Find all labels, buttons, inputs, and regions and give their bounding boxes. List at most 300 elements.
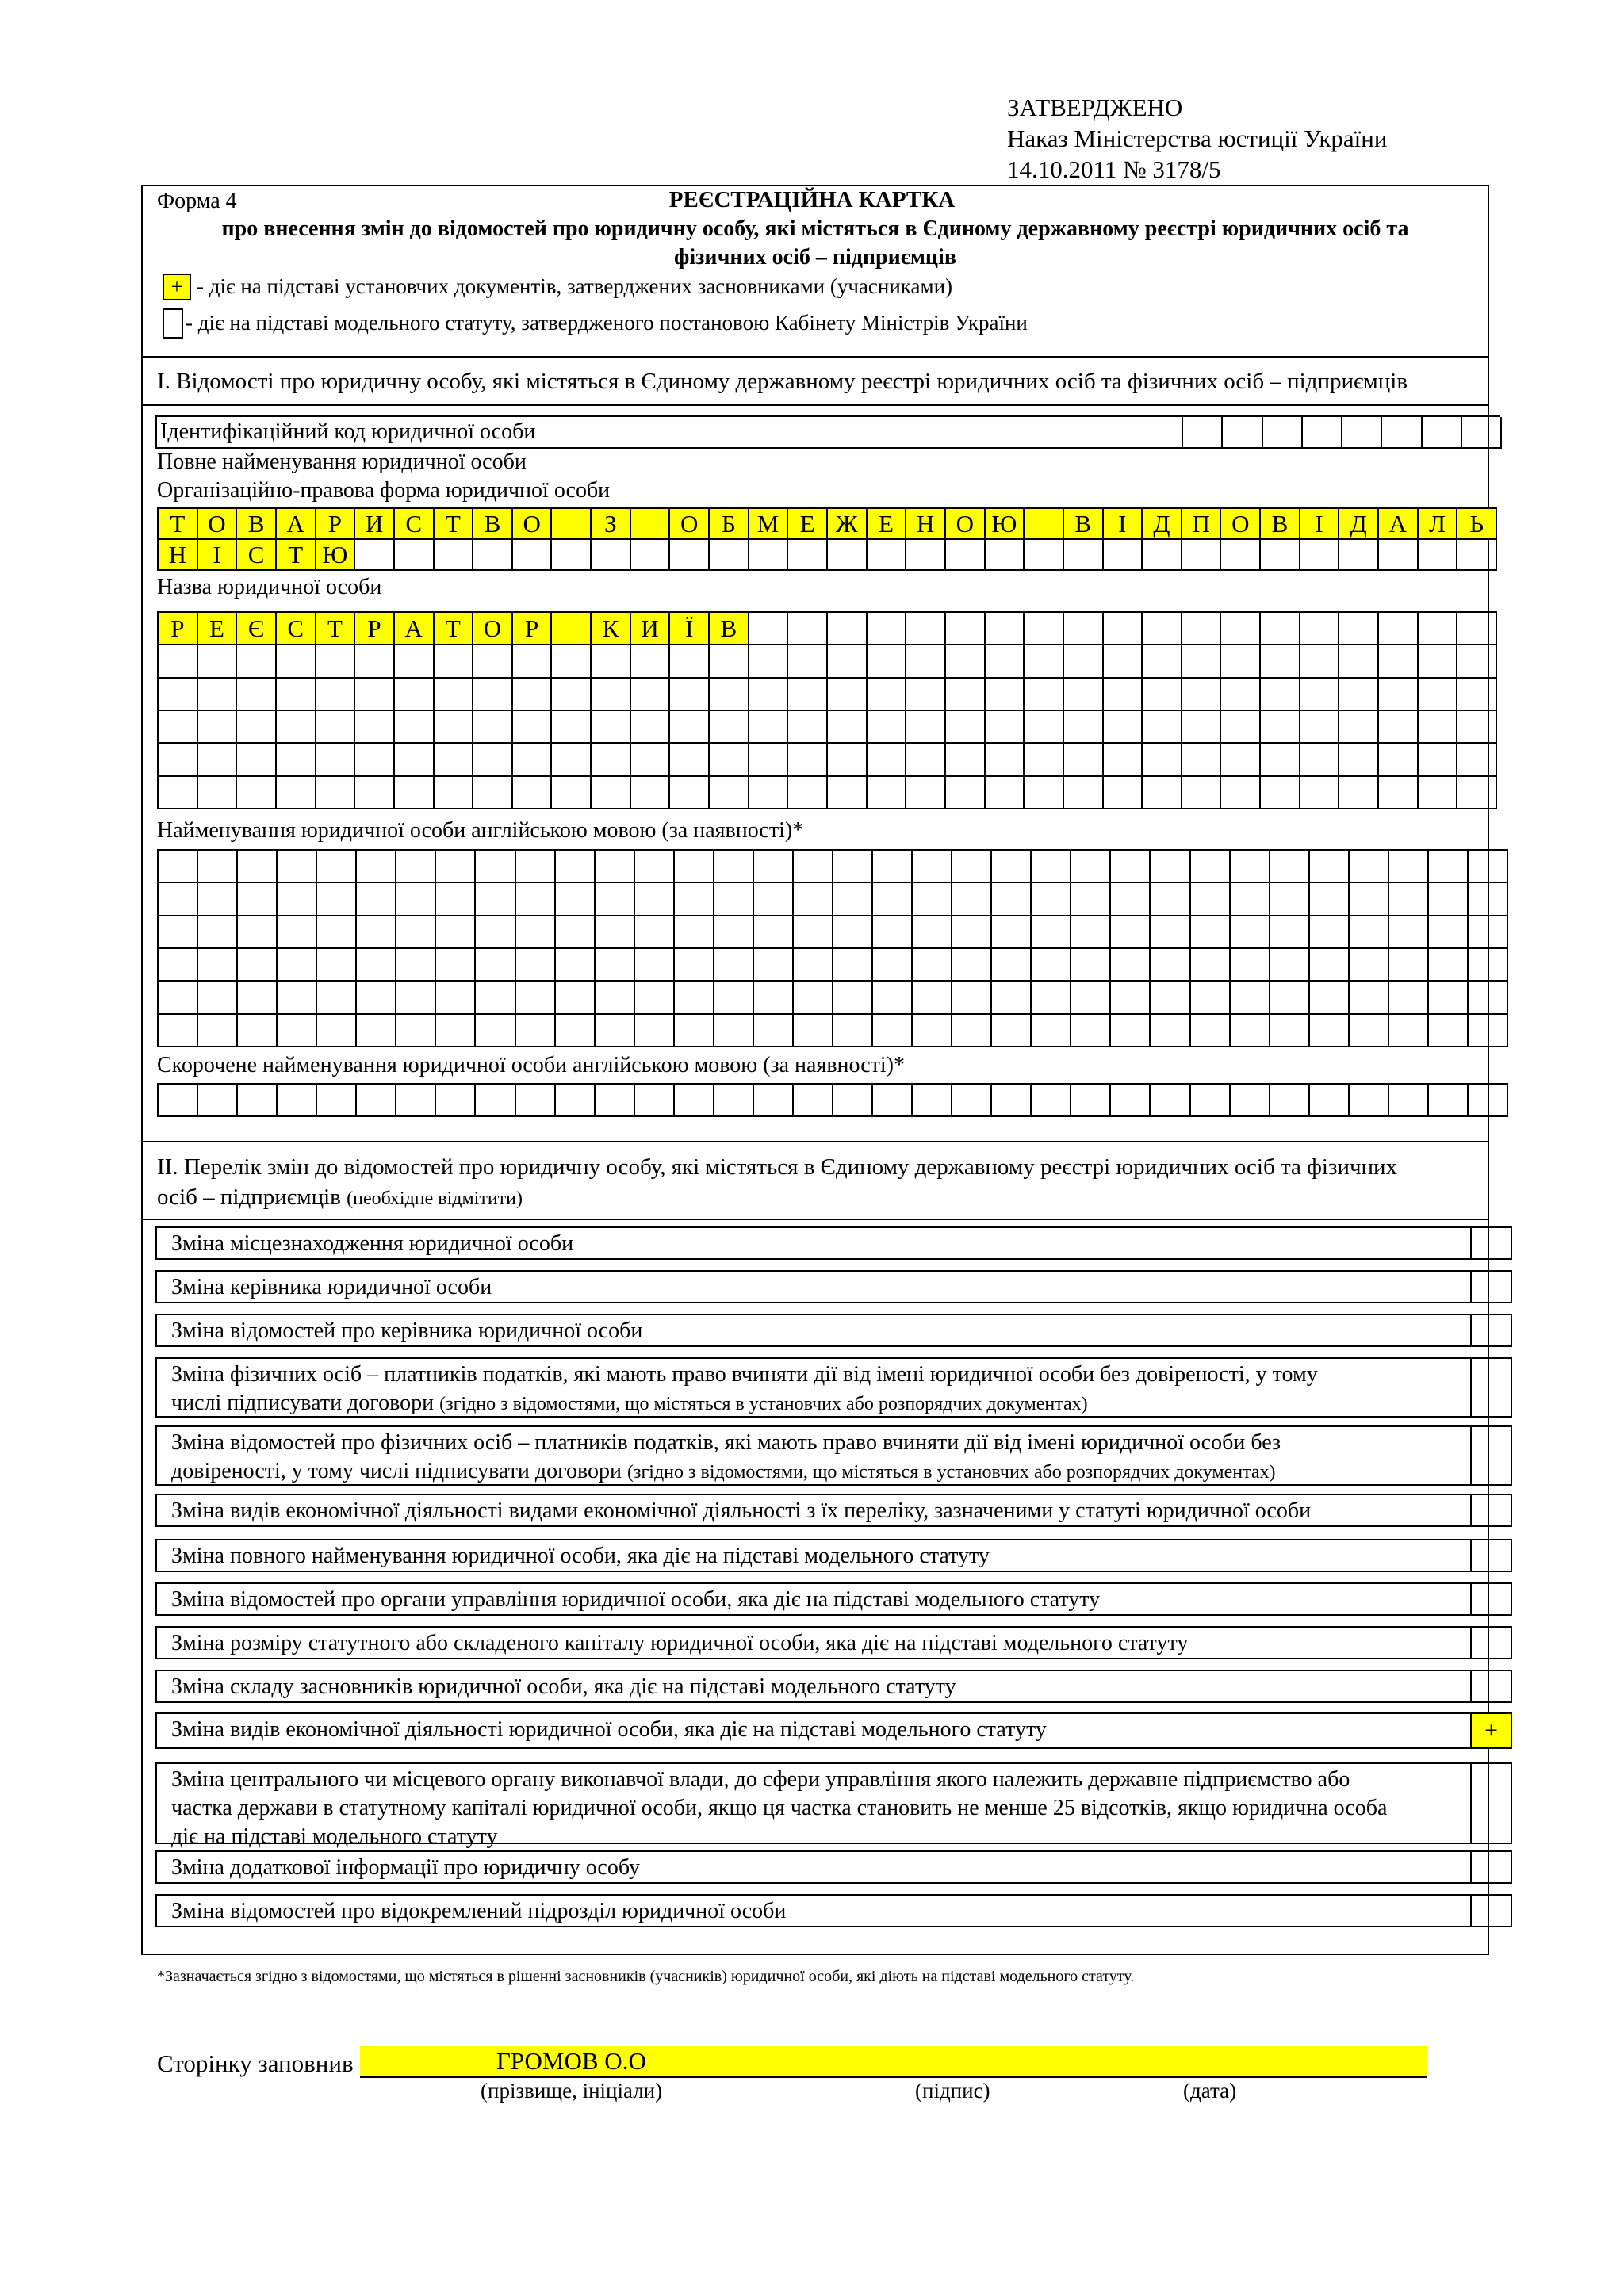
eng-cell[interactable] <box>1270 982 1310 1014</box>
eng-cell[interactable] <box>198 982 238 1014</box>
eng-cell[interactable] <box>1231 883 1270 916</box>
eng-cell[interactable] <box>476 949 515 982</box>
engShort-cell[interactable] <box>635 1085 675 1117</box>
eng-cell[interactable] <box>396 1015 436 1047</box>
org-cell[interactable] <box>395 540 435 571</box>
name-cell[interactable] <box>749 679 789 711</box>
engShort-cell[interactable] <box>794 1085 833 1117</box>
org-cell[interactable]: І <box>1104 509 1143 540</box>
name-cell[interactable] <box>552 711 592 744</box>
name-cell[interactable] <box>316 645 356 678</box>
eng-cell[interactable] <box>1469 851 1508 883</box>
eng-cell[interactable] <box>1389 982 1429 1014</box>
org-cell[interactable]: О <box>198 509 238 540</box>
name-cell[interactable] <box>1182 777 1222 809</box>
name-cell[interactable] <box>749 744 789 776</box>
name-cell[interactable] <box>1104 645 1143 678</box>
eng-cell[interactable] <box>1310 1015 1350 1047</box>
name-cell[interactable] <box>1104 777 1143 809</box>
engShort-cell[interactable] <box>1310 1085 1350 1117</box>
engShort-cell[interactable] <box>238 1085 278 1117</box>
name-cell[interactable] <box>355 777 395 809</box>
org-cell[interactable]: Т <box>277 540 316 571</box>
org-cell[interactable] <box>1457 540 1497 571</box>
engShort-cell[interactable] <box>1111 1085 1151 1117</box>
name-cell[interactable] <box>435 744 474 776</box>
eng-cell[interactable] <box>1191 916 1231 949</box>
engShort-cell[interactable] <box>1270 1085 1310 1117</box>
engShort-cell[interactable] <box>913 1085 952 1117</box>
eng-cell[interactable] <box>913 883 952 916</box>
name-cell[interactable] <box>631 711 671 744</box>
eng-cell[interactable] <box>873 982 913 1014</box>
eng-cell[interactable] <box>596 851 635 883</box>
engShort-cell[interactable] <box>1071 1085 1111 1117</box>
name-cell[interactable] <box>1379 744 1419 776</box>
eng-cell[interactable] <box>635 883 675 916</box>
name-cell[interactable] <box>1104 613 1143 645</box>
eng-cell[interactable] <box>714 851 754 883</box>
name-cell[interactable] <box>631 645 671 678</box>
name-cell[interactable] <box>1025 645 1064 678</box>
eng-cell[interactable] <box>1231 949 1270 982</box>
name-cell[interactable] <box>906 711 946 744</box>
change-item-checkbox[interactable] <box>1470 1272 1511 1302</box>
eng-cell[interactable] <box>476 916 515 949</box>
eng-cell[interactable] <box>198 916 238 949</box>
eng-cell[interactable] <box>1151 851 1190 883</box>
id-code-cell[interactable] <box>1342 417 1382 449</box>
org-cell[interactable] <box>788 540 828 571</box>
eng-cell[interactable] <box>1350 851 1389 883</box>
org-cell[interactable] <box>1261 540 1300 571</box>
name-cell[interactable] <box>868 711 907 744</box>
id-code-cell[interactable] <box>1263 417 1303 449</box>
eng-cell[interactable] <box>357 883 396 916</box>
eng-cell[interactable] <box>396 883 436 916</box>
name-cell[interactable] <box>237 679 277 711</box>
name-cell[interactable]: Ї <box>670 613 710 645</box>
engShort-cell[interactable] <box>596 1085 635 1117</box>
eng-cell[interactable] <box>952 949 992 982</box>
org-cell[interactable]: С <box>395 509 435 540</box>
eng-cell[interactable] <box>635 1015 675 1047</box>
name-cell[interactable] <box>631 744 671 776</box>
eng-cell[interactable] <box>596 883 635 916</box>
org-cell[interactable] <box>1064 540 1104 571</box>
engShort-cell[interactable] <box>1350 1085 1389 1117</box>
eng-cell[interactable] <box>1350 949 1389 982</box>
name-cell[interactable] <box>513 777 553 809</box>
name-cell[interactable] <box>1419 777 1458 809</box>
eng-cell[interactable] <box>1270 949 1310 982</box>
name-cell[interactable] <box>868 645 907 678</box>
name-cell[interactable]: Т <box>316 613 356 645</box>
change-item-checkbox[interactable] <box>1470 1628 1511 1658</box>
eng-cell[interactable] <box>198 851 238 883</box>
name-cell[interactable] <box>473 645 513 678</box>
org-cell[interactable]: П <box>1182 509 1222 540</box>
eng-cell[interactable] <box>596 916 635 949</box>
org-cell[interactable]: А <box>1379 509 1419 540</box>
name-cell[interactable] <box>1221 613 1261 645</box>
eng-cell[interactable] <box>992 949 1032 982</box>
org-cell[interactable]: О <box>513 509 553 540</box>
name-cell[interactable] <box>1457 613 1497 645</box>
eng-cell[interactable] <box>675 851 714 883</box>
org-cell[interactable]: Е <box>788 509 828 540</box>
eng-cell[interactable] <box>794 982 833 1014</box>
name-cell[interactable] <box>906 777 946 809</box>
name-cell[interactable] <box>749 777 789 809</box>
change-item-checkbox[interactable] <box>1470 1427 1511 1484</box>
name-cell[interactable] <box>788 711 828 744</box>
eng-cell[interactable] <box>516 1015 556 1047</box>
eng-cell[interactable] <box>596 1015 635 1047</box>
eng-cell[interactable] <box>1469 949 1508 982</box>
option-model-charter-checkbox[interactable] <box>163 308 183 339</box>
eng-cell[interactable] <box>913 982 952 1014</box>
name-cell[interactable] <box>710 777 749 809</box>
name-cell[interactable] <box>1182 711 1222 744</box>
eng-cell[interactable] <box>1191 1015 1231 1047</box>
name-cell[interactable] <box>631 679 671 711</box>
eng-cell[interactable] <box>635 851 675 883</box>
name-cell[interactable] <box>788 613 828 645</box>
eng-cell[interactable] <box>1191 883 1231 916</box>
eng-cell[interactable] <box>635 949 675 982</box>
name-cell[interactable] <box>473 679 513 711</box>
eng-cell[interactable] <box>754 851 794 883</box>
org-cell[interactable]: В <box>237 509 277 540</box>
eng-cell[interactable] <box>635 916 675 949</box>
name-cell[interactable] <box>552 777 592 809</box>
name-cell[interactable]: И <box>631 613 671 645</box>
name-cell[interactable] <box>1221 679 1261 711</box>
name-cell[interactable]: Р <box>355 613 395 645</box>
name-cell[interactable] <box>552 645 592 678</box>
name-cell[interactable] <box>1300 679 1340 711</box>
eng-cell[interactable] <box>1231 916 1270 949</box>
name-cell[interactable]: Р <box>159 613 198 645</box>
engShort-cell[interactable] <box>476 1085 515 1117</box>
eng-cell[interactable] <box>1191 949 1231 982</box>
eng-cell[interactable] <box>198 883 238 916</box>
name-cell[interactable] <box>1261 711 1300 744</box>
org-cell[interactable]: Д <box>1143 509 1182 540</box>
eng-cell[interactable] <box>1151 883 1190 916</box>
name-cell[interactable] <box>198 645 238 678</box>
name-cell[interactable] <box>946 679 986 711</box>
change-item-checkbox[interactable] <box>1470 1315 1511 1345</box>
name-cell[interactable] <box>1339 711 1379 744</box>
name-cell[interactable] <box>1339 744 1379 776</box>
eng-cell[interactable] <box>317 916 357 949</box>
eng-cell[interactable] <box>238 982 278 1014</box>
eng-cell[interactable] <box>159 883 198 916</box>
name-cell[interactable] <box>1221 777 1261 809</box>
name-cell[interactable] <box>1025 613 1064 645</box>
name-cell[interactable] <box>1104 679 1143 711</box>
engShort-cell[interactable] <box>357 1085 396 1117</box>
org-cell[interactable]: В <box>1261 509 1300 540</box>
eng-cell[interactable] <box>1389 851 1429 883</box>
id-code-cell[interactable] <box>1183 417 1223 449</box>
name-cell[interactable] <box>1025 711 1064 744</box>
name-cell[interactable] <box>355 711 395 744</box>
org-cell[interactable] <box>592 540 631 571</box>
eng-cell[interactable] <box>833 916 873 949</box>
eng-cell[interactable] <box>1270 883 1310 916</box>
org-cell[interactable] <box>946 540 986 571</box>
name-cell[interactable] <box>788 744 828 776</box>
eng-cell[interactable] <box>238 851 278 883</box>
name-cell[interactable] <box>552 613 592 645</box>
org-cell[interactable]: А <box>277 509 316 540</box>
name-cell[interactable] <box>710 679 749 711</box>
name-cell[interactable] <box>1300 777 1340 809</box>
name-cell[interactable] <box>473 711 513 744</box>
engShort-cell[interactable] <box>556 1085 596 1117</box>
name-cell[interactable] <box>277 744 316 776</box>
name-cell[interactable] <box>355 645 395 678</box>
eng-cell[interactable] <box>317 1015 357 1047</box>
eng-cell[interactable] <box>1310 916 1350 949</box>
org-cell[interactable] <box>631 540 671 571</box>
name-cell[interactable] <box>237 777 277 809</box>
name-cell[interactable] <box>435 777 474 809</box>
engShort-cell[interactable] <box>952 1085 992 1117</box>
name-cell[interactable] <box>828 679 868 711</box>
eng-cell[interactable] <box>436 982 476 1014</box>
name-cell[interactable] <box>355 679 395 711</box>
eng-cell[interactable] <box>238 883 278 916</box>
eng-cell[interactable] <box>198 1015 238 1047</box>
name-cell[interactable] <box>395 777 435 809</box>
eng-cell[interactable] <box>159 949 198 982</box>
eng-cell[interactable] <box>556 1015 596 1047</box>
org-cell[interactable]: Ю <box>986 509 1025 540</box>
name-cell[interactable] <box>513 679 553 711</box>
engShort-cell[interactable] <box>396 1085 436 1117</box>
eng-cell[interactable] <box>873 883 913 916</box>
eng-cell[interactable] <box>833 851 873 883</box>
org-cell[interactable]: Л <box>1419 509 1458 540</box>
eng-cell[interactable] <box>754 982 794 1014</box>
org-cell[interactable] <box>828 540 868 571</box>
eng-cell[interactable] <box>992 883 1032 916</box>
org-cell[interactable] <box>1379 540 1419 571</box>
eng-cell[interactable] <box>873 1015 913 1047</box>
name-cell[interactable] <box>868 744 907 776</box>
eng-cell[interactable] <box>317 949 357 982</box>
eng-cell[interactable] <box>1071 982 1111 1014</box>
eng-cell[interactable] <box>754 949 794 982</box>
org-cell[interactable] <box>473 540 513 571</box>
org-cell[interactable] <box>1104 540 1143 571</box>
eng-cell[interactable] <box>1071 883 1111 916</box>
name-cell[interactable] <box>1457 679 1497 711</box>
name-cell[interactable] <box>1182 645 1222 678</box>
name-cell[interactable] <box>513 711 553 744</box>
eng-cell[interactable] <box>476 1015 515 1047</box>
engShort-cell[interactable] <box>992 1085 1032 1117</box>
eng-cell[interactable] <box>952 883 992 916</box>
eng-cell[interactable] <box>1429 982 1469 1014</box>
org-cell[interactable] <box>670 540 710 571</box>
eng-cell[interactable] <box>833 883 873 916</box>
name-cell[interactable] <box>946 645 986 678</box>
eng-cell[interactable] <box>1469 883 1508 916</box>
eng-cell[interactable] <box>317 883 357 916</box>
name-cell[interactable] <box>435 679 474 711</box>
eng-cell[interactable] <box>278 916 317 949</box>
eng-cell[interactable] <box>1111 916 1151 949</box>
eng-cell[interactable] <box>396 851 436 883</box>
name-cell[interactable] <box>670 645 710 678</box>
id-code-cell[interactable] <box>1462 417 1502 449</box>
eng-cell[interactable] <box>952 982 992 1014</box>
name-cell[interactable] <box>277 645 316 678</box>
engShort-cell[interactable] <box>1469 1085 1508 1117</box>
eng-cell[interactable] <box>317 851 357 883</box>
eng-cell[interactable] <box>1389 916 1429 949</box>
change-item-checkbox[interactable] <box>1470 1764 1511 1843</box>
org-cell[interactable] <box>1221 540 1261 571</box>
eng-cell[interactable] <box>238 1015 278 1047</box>
name-cell[interactable] <box>1419 711 1458 744</box>
eng-cell[interactable] <box>1469 916 1508 949</box>
name-cell[interactable] <box>788 777 828 809</box>
name-cell[interactable] <box>1143 744 1182 776</box>
name-cell[interactable]: В <box>710 613 749 645</box>
eng-cell[interactable] <box>278 851 317 883</box>
name-cell[interactable] <box>986 711 1025 744</box>
eng-cell[interactable] <box>913 1015 952 1047</box>
name-cell[interactable] <box>592 711 631 744</box>
eng-cell[interactable] <box>714 982 754 1014</box>
eng-cell[interactable] <box>1231 851 1270 883</box>
eng-cell[interactable] <box>1111 982 1151 1014</box>
eng-cell[interactable] <box>556 916 596 949</box>
engShort-cell[interactable] <box>873 1085 913 1117</box>
eng-cell[interactable] <box>675 883 714 916</box>
eng-cell[interactable] <box>913 949 952 982</box>
org-cell[interactable] <box>1339 540 1379 571</box>
eng-cell[interactable] <box>913 851 952 883</box>
eng-cell[interactable] <box>675 949 714 982</box>
org-cell[interactable]: Ь <box>1457 509 1497 540</box>
name-cell[interactable] <box>1339 613 1379 645</box>
eng-cell[interactable] <box>436 883 476 916</box>
eng-cell[interactable] <box>675 1015 714 1047</box>
org-cell[interactable]: Н <box>906 509 946 540</box>
eng-cell[interactable] <box>873 949 913 982</box>
eng-cell[interactable] <box>1111 949 1151 982</box>
eng-cell[interactable] <box>1111 851 1151 883</box>
name-cell[interactable] <box>710 744 749 776</box>
name-cell[interactable] <box>1025 777 1064 809</box>
eng-cell[interactable] <box>794 916 833 949</box>
eng-cell[interactable] <box>1071 916 1111 949</box>
id-code-cell[interactable] <box>1223 417 1262 449</box>
name-cell[interactable] <box>473 777 513 809</box>
eng-cell[interactable] <box>238 949 278 982</box>
change-item-checkbox[interactable] <box>1470 1671 1511 1701</box>
org-cell[interactable]: О <box>670 509 710 540</box>
name-cell[interactable] <box>395 645 435 678</box>
eng-cell[interactable] <box>436 1015 476 1047</box>
name-cell[interactable] <box>1261 613 1300 645</box>
engShort-cell[interactable] <box>317 1085 357 1117</box>
engShort-cell[interactable] <box>833 1085 873 1117</box>
eng-cell[interactable] <box>1231 1015 1270 1047</box>
org-cell[interactable]: Ж <box>828 509 868 540</box>
engShort-cell[interactable] <box>516 1085 556 1117</box>
org-cell[interactable]: І <box>1300 509 1340 540</box>
eng-cell[interactable] <box>833 949 873 982</box>
eng-cell[interactable] <box>556 851 596 883</box>
name-cell[interactable] <box>946 613 986 645</box>
eng-cell[interactable] <box>1469 982 1508 1014</box>
name-cell[interactable] <box>868 777 907 809</box>
eng-cell[interactable] <box>992 1015 1032 1047</box>
eng-cell[interactable] <box>952 851 992 883</box>
change-item-checkbox[interactable] <box>1470 1495 1511 1525</box>
engShort-cell[interactable] <box>198 1085 238 1117</box>
name-cell[interactable] <box>592 777 631 809</box>
name-cell[interactable] <box>828 645 868 678</box>
name-cell[interactable] <box>828 711 868 744</box>
name-cell[interactable] <box>986 679 1025 711</box>
eng-cell[interactable] <box>992 916 1032 949</box>
name-cell[interactable] <box>1143 777 1182 809</box>
org-cell[interactable]: О <box>946 509 986 540</box>
eng-cell[interactable] <box>159 982 198 1014</box>
eng-cell[interactable] <box>1071 851 1111 883</box>
name-cell[interactable] <box>1457 645 1497 678</box>
eng-cell[interactable] <box>357 949 396 982</box>
eng-cell[interactable] <box>913 916 952 949</box>
eng-cell[interactable] <box>596 982 635 1014</box>
eng-cell[interactable] <box>794 883 833 916</box>
name-cell[interactable] <box>986 777 1025 809</box>
name-cell[interactable] <box>1300 613 1340 645</box>
name-cell[interactable] <box>1143 679 1182 711</box>
eng-cell[interactable] <box>1032 949 1071 982</box>
engShort-cell[interactable] <box>675 1085 714 1117</box>
name-cell[interactable] <box>395 744 435 776</box>
name-cell[interactable] <box>1143 613 1182 645</box>
org-cell[interactable] <box>1300 540 1340 571</box>
eng-cell[interactable] <box>794 1015 833 1047</box>
org-cell[interactable]: В <box>1064 509 1104 540</box>
eng-cell[interactable] <box>1469 1015 1508 1047</box>
org-cell[interactable]: І <box>198 540 238 571</box>
name-cell[interactable] <box>946 777 986 809</box>
name-cell[interactable] <box>710 645 749 678</box>
org-cell[interactable]: З <box>592 509 631 540</box>
name-cell[interactable] <box>670 777 710 809</box>
name-cell[interactable] <box>435 645 474 678</box>
eng-cell[interactable] <box>1032 851 1071 883</box>
name-cell[interactable] <box>1064 645 1104 678</box>
name-cell[interactable] <box>159 777 198 809</box>
name-cell[interactable] <box>237 711 277 744</box>
name-cell[interactable]: Є <box>237 613 277 645</box>
name-cell[interactable] <box>1457 711 1497 744</box>
eng-cell[interactable] <box>516 916 556 949</box>
